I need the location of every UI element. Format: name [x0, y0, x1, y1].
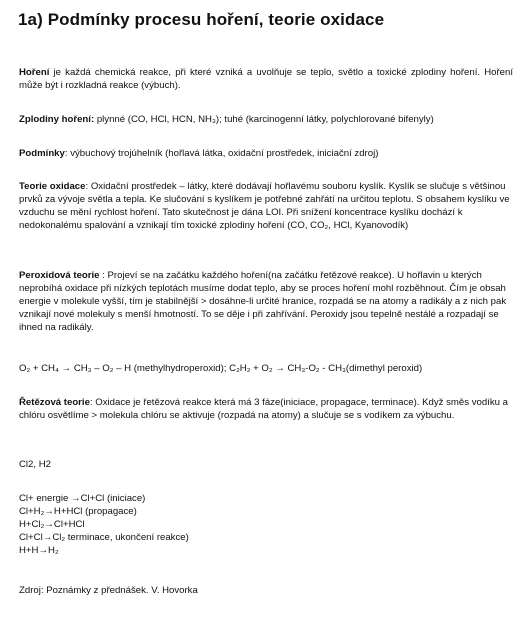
text-horeni: je každá chemická reakce, při které vzniká a uvolňuje se teplo, světlo a toxické zplodiny hoření. Hoření může být i rozkladná reakce (výbuch). [19, 67, 513, 92]
reaction-equation-line: O₂ + CH₄ → CH₃ – O₂ – H (methylhydroperoxid); C₂H₂ + O₂ → CH₃-O₂ - CH₃(dimethyl peroxid) [19, 363, 423, 374]
reaction-item: Cl+ energie →Cl+Cl (iniciace) [19, 493, 146, 504]
term-peroxidova: Peroxidová teorie [19, 270, 100, 281]
text-teorie-oxidace: : Oxidační prostředek – látky, které dodávají hořlavému souboru kyslík. Kyslík se slučuje s většinou prvků za vývoje světla a tepla. Ke slučování s kyslíkem je potřebné zahřátí na určitou teplotu. S obsahem kyslíku ve vzduchu se mění rychlost hoření. Tato skutečnost je dána LOI. Při snížení koncentrace kyslíku dochází k nedokonalému spalování a vznikají tím toxické zplodiny hoření (CO, CO₂, HCl, Kyanovodík) [19, 181, 510, 232]
paragraph-teorie-oxidace [19, 180, 513, 232]
reaction-item: Cl+H₂→H+HCl (propagace) [19, 506, 137, 518]
term-podminky: Podmínky [19, 148, 65, 159]
text-podminky: : výbuchový trojúhelník (hořlavá látka, oxidační prostředek, iniciační zdroj) [64, 148, 379, 159]
cl2-h2-label: Cl2, H2 [19, 459, 51, 470]
paragraph-peroxidova [19, 269, 513, 334]
term-zplodiny: Zplodiny hoření: [19, 114, 95, 125]
term-horeni: Hoření [19, 67, 50, 78]
term-teorie-oxidace: Teorie oxidace [19, 181, 86, 192]
reaction-item: Cl+Cl→Cl₂ terminace, ukončení reakce) [19, 532, 189, 544]
paragraph-zplodiny [19, 113, 513, 126]
reaction-list [19, 492, 513, 557]
source-line: Zdroj: Poznámky z přednášek. V. Hovorka [19, 585, 198, 596]
paragraph-podminky [19, 147, 513, 160]
paragraph-horeni [19, 66, 513, 92]
paragraph-retezova [19, 396, 513, 422]
term-retezova: Řetězová teorie [19, 397, 90, 408]
reaction-item: H+H→H₂ [19, 545, 59, 557]
page-title: 1a) Podmínky procesu hoření, teorie oxidace [18, 10, 385, 29]
text-zplodiny: plynné (CO, HCl, HCN, NH₃); tuhé (karcinogenní látky, polychlorované bifenyly) [94, 114, 434, 125]
text-retezova: : Oxidace je řetězová reakce která má 3 fáze(iniciace, propagace, terminace). Když směs vodíku a chlóru osvětlíme > molekula chlóru se aktivuje (rozpadá na atomy) a slučuje se s vodíkem za výbuchu. [19, 397, 508, 422]
reaction-item: H+Cl₂→Cl+HCl [19, 519, 85, 531]
text-peroxidova: : Projeví se na začátku každého hoření(na začátku řetězové reakce). U hořlavin u kterých neprobíhá oxidace při nízkých teplotách musíme dodat teplo, aby se proces hoření mohl rozběhnout. Čím je obsah energie v molekule vyšší, tím je stabilnější > dosáhne-li určité hranice, rozpadá se na atomy a radikály a z nich pak vznikají nové molekuly s menší hmotností. To se děje i při zahřívání. Peroxidy jsou tepelně nestálé a rozpadají se ihned na radikály. [19, 270, 507, 334]
